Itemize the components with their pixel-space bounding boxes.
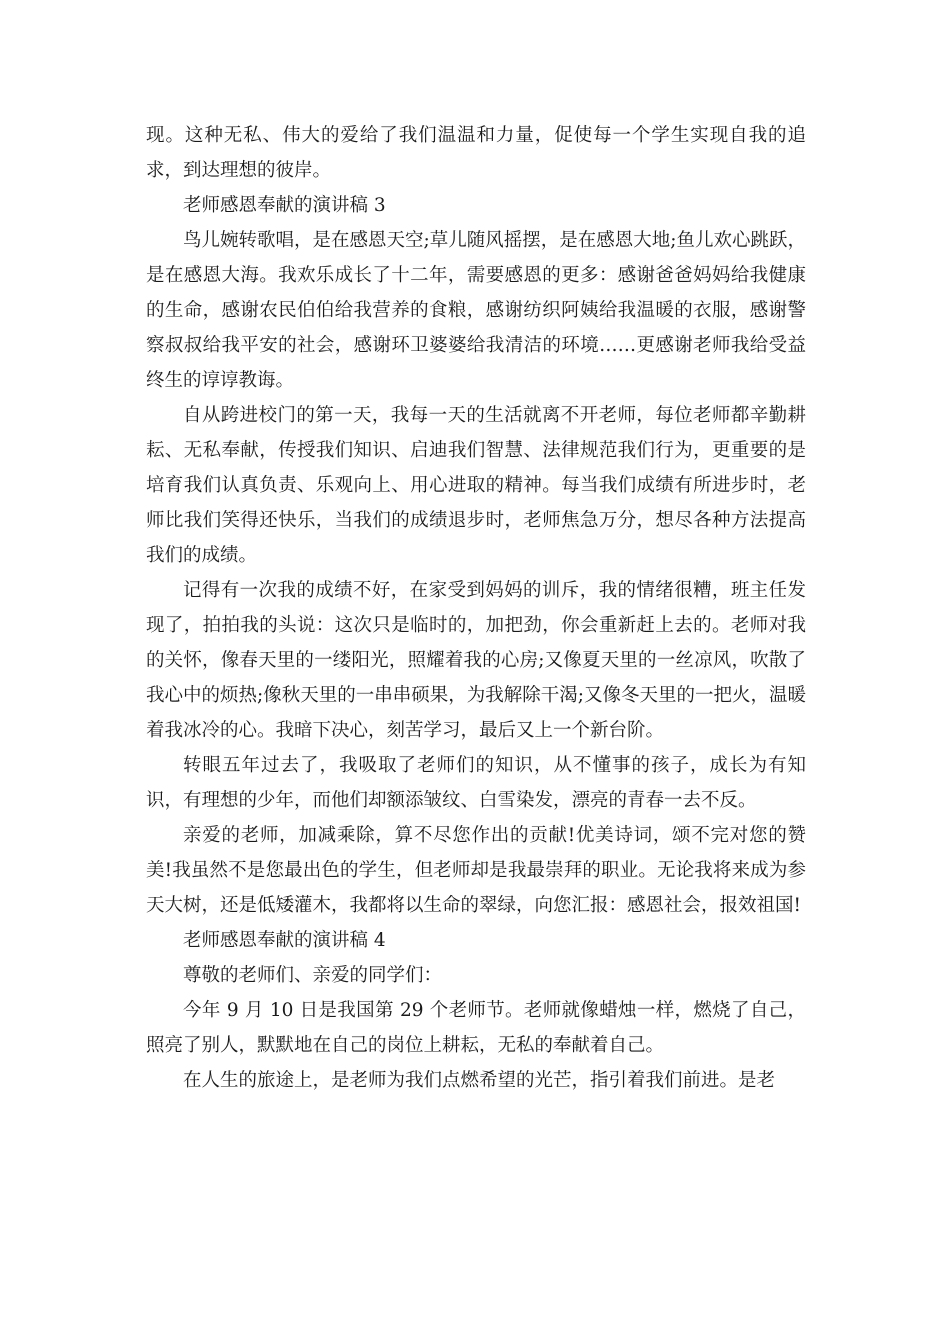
paragraph: 转眼五年过去了，我吸取了老师们的知识，从不懂事的孩子，成长为有知识，有理想的少年，而他们却额添皱纹、白雪染发，漂亮的青春一去不反。 xyxy=(146,755,806,811)
paragraph: 记得有一次我的成绩不好，在家受到妈妈的训斥，我的情绪很糟，班主任发现了，拍拍我的头说：这次只是临时的，加把劲，你会重新赶上去的。老师对我的关怀，像春天里的一缕阳光，照耀着我的心房;又像夏天里的一丝凉风，吹散了我心中的烦热;像秋天里的一串串硕果，为我解除干渴;又像冬天里的一把火，温暖着我冰冷的心。我暗下决心，刻苦学习，最后又上一个新台阶。 xyxy=(146,580,806,741)
paragraph: 自从跨进校门的第一天，我每一天的生活就离不开老师，每位老师都辛勤耕耘、无私奉献，传授我们知识、启迪我们智慧、法律规范我们行为，更重要的是培育我们认真负责、乐观向上、用心进取的精神。每当我们成绩有所进步时，老师比我们笑得还快乐，当我们的成绩退步时，老师焦急万分，想尽各种方法提高我们的成绩。 xyxy=(146,405,806,566)
paragraph: 在人生的旅途上，是老师为我们点燃希望的光芒，指引着我们前进。是老 xyxy=(183,1070,776,1091)
paragraph: 今年 9 月 10 日是我国第 29 个老师节。老师就像蜡烛一样，燃烧了自己，照亮了别人，默默地在自己的岗位上耕耘，无私的奉献着自己。 xyxy=(146,1000,806,1056)
salutation: 尊敬的老师们、亲爱的同学们： xyxy=(183,965,443,986)
document-body xyxy=(146,118,806,1098)
paragraph: 亲爱的老师，加减乘除，算不尽您作出的贡献!优美诗词，颂不完对您的赞美!我虽然不是您最出色的学生，但老师却是我最崇拜的职业。无论我将来成为参天大树，还是低矮灌木，我都将以生命的翠绿，向您汇报：感恩社会，报效祖国! xyxy=(146,825,806,916)
section-heading-3: 老师感恩奉献的演讲稿 3 xyxy=(183,195,386,216)
section-heading-4: 老师感恩奉献的演讲稿 4 xyxy=(183,930,386,951)
paragraph-continuation: 现。这种无私、伟大的爱给了我们温温和力量，促使每一个学生实现自我的追求，到达理想的彼岸。 xyxy=(146,125,806,181)
paragraph: 鸟儿婉转歌唱，是在感恩天空;草儿随风摇摆，是在感恩大地;鱼儿欢心跳跃，是在感恩大海。我欢乐成长了十二年，需要感恩的更多：感谢爸爸妈妈给我健康的生命，感谢农民伯伯给我营养的食粮，感谢纺织阿姨给我温暖的衣服，感谢警察叔叔给我平安的社会，感谢环卫婆婆给我清洁的环境……更感谢老师我给受益终生的谆谆教诲。 xyxy=(146,230,806,391)
